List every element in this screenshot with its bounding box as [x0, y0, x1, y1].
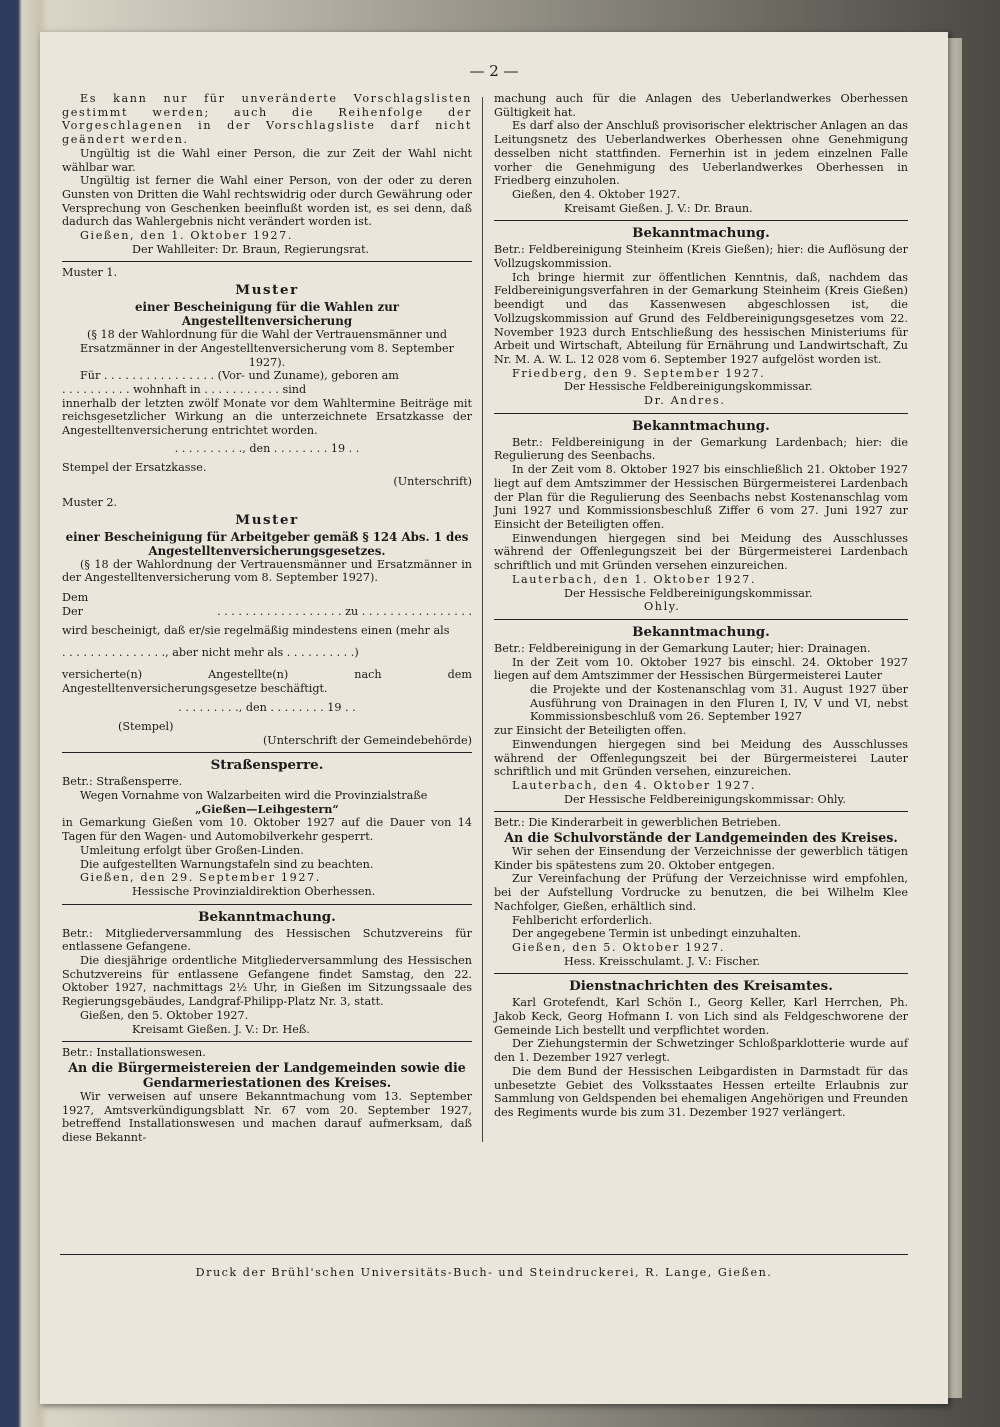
kinderarbeit-signature: Hess. Kreisschulamt. J. V.: Fischer. — [564, 954, 761, 968]
bekanntmachung-3-place-date: Lauterbach, den 1. Oktober 1927. — [512, 572, 757, 586]
bekanntmachung-3-signer: Ohly. — [644, 600, 681, 614]
bekanntmachung-4-place-date: Lauterbach, den 4. Oktober 1927. — [512, 778, 757, 792]
installation-betr: Betr.: Installationswesen. — [62, 1046, 206, 1060]
muster1-title: Muster — [235, 282, 299, 299]
muster1-text: innerhalb der letzten zwölf Monate vor dem Wahltermine Beiträge mit reichsgesetzlicher Wirkung an die unterzeichnete Ersatzkasse der Angestelltenversicherung entrichtet worden. — [62, 396, 472, 438]
muster2-zu-line: . . . . . . . . . . . . . . . . . . zu . . . . . . . . . . . . . . . . — [217, 604, 472, 618]
intro-place-date: Gießen, den 1. Oktober 1927. — [80, 229, 294, 243]
printer-imprint: Druck der Brühl'schen Universitäts-Buch- und Steindruckerei, R. Lange, Gießen. — [195, 1266, 773, 1279]
bekanntmachung-1-betr: Betr.: Mitgliederversammlung des Hessischen Schutzvereins für entlassene Gefangene. — [62, 926, 472, 954]
bekanntmachung-2-signature: Der Hessische Feldbereinigungskommissar. — [564, 380, 813, 394]
dienstnachrichten-text-2: Der Ziehungstermin der Schwetzinger Schloßparklotterie wurde auf den 1. Dezember 1927 verlegt. — [494, 1037, 908, 1065]
kinderarbeit-betr: Betr.: Die Kinderarbeit in gewerblichen Betrieben. — [494, 816, 782, 830]
section-rule — [62, 1041, 472, 1042]
strassensperre-place-date: Gießen, den 29. September 1927. — [80, 871, 321, 885]
strassensperre-text-2: in Gemarkung Gießen vom 10. Oktober 1927 auf die Dauer von 14 Tagen für den Wagen- und Automobilverkehr gesperrt. — [62, 816, 472, 844]
intro-paragraph-3: Ungültig ist ferner die Wahl einer Person, von der oder zu deren Gunsten von Dritten die Wahl rechtswidrig oder durch Gewährung oder Versprechung von Geschenken beeinflußt worden ist, es sei denn, daß dadurch das Wahlergebnis nicht verändert worden ist. — [62, 174, 472, 229]
dienstnachrichten-text-3: Die dem Bund der Hessischen Leibgardisten in Darmstadt für das unbesetzte Gebiet des Volksstaates Hessen erteilte Erlaubnis zur Sammlung von Geldspenden bei ehemaligen Angehörigen und Freunden des Regiments wurde bis zum 31. Dezember 1927 verlängert. — [494, 1064, 908, 1119]
bekanntmachung-2-title: Bekanntmachung. — [632, 225, 770, 242]
column-divider — [482, 97, 483, 1142]
muster2-line-a: wird bescheinigt, daß er/sie regelmäßig mindestens einen (mehr als — [62, 624, 450, 638]
intro-signature: Der Wahlleiter: Dr. Braun, Regierungsrat. — [132, 242, 370, 256]
muster1-signature-label: (Unterschrift) — [393, 475, 472, 489]
strassensperre-text-3: Umleitung erfolgt über Großen-Linden. — [80, 843, 304, 857]
bekanntmachung-1-signature: Kreisamt Gießen. J. V.: Dr. Heß. — [132, 1022, 310, 1036]
strassensperre-betr: Betr.: Straßensperre. — [62, 775, 183, 789]
bekanntmachung-2-betr: Betr.: Feldbereinigung Steinheim (Kreis Gießen); hier: die Auflösung der Vollzugskommission. — [494, 243, 908, 271]
muster1-reference: (§ 18 der Wahlordnung für die Wahl der Vertrauensmänner und Ersatzmänner in der Angestelltenversicherung vom 8. September 1927). — [80, 328, 454, 369]
muster1-line-name: Für . . . . . . . . . . . . . . . . (Vor- und Zuname), geboren am — [80, 369, 399, 383]
bekanntmachung-4-text-1: In der Zeit vom 10. Oktober 1927 bis einschl. 24. Oktober 1927 liegen auf dem Amtszimmer der Hessischen Bürgermeisterei Lauter — [494, 655, 908, 683]
muster2-line-b: . . . . . . . . . . . . . . ., aber nicht mehr als . . . . . . . . . .) — [62, 646, 359, 660]
installation-continued: machung auch für die Anlagen des Ueberlandwerkes Oberhessen Gültigkeit hat. — [494, 92, 908, 119]
bekanntmachung-2-place-date: Friedberg, den 9. September 1927. — [512, 366, 766, 380]
muster2-subtitle: einer Bescheinigung für Arbeitgeber gemäß § 124 Abs. 1 des Angestelltenversicherungsgesetzes. — [65, 529, 469, 558]
muster2-stamp-label: (Stempel) — [118, 719, 174, 733]
muster2-reference: (§ 18 der Wahlordnung der Vertrauensmänner und Ersatzmänner in der Angestelltenversicherung vom 8. September 1927). — [62, 557, 472, 585]
bekanntmachung-3-betr: Betr.: Feldbereinigung in der Gemarkung Lardenbach; hier: die Regulierung des Seenbachs. — [494, 435, 908, 463]
muster1-subtitle: einer Bescheinigung für die Wahlen zur Angestelltenversicherung — [135, 300, 399, 329]
muster2-dem: Dem — [62, 590, 89, 604]
bekanntmachung-1-title: Bekanntmachung. — [198, 908, 336, 925]
muster2-signature-label: (Unterschrift der Gemeindebehörde) — [262, 733, 472, 747]
kinderarbeit-title: An die Schulvorstände der Landgemeinden des Kreises. — [504, 830, 898, 846]
strassensperre-signature: Hessische Provinzialdirektion Oberhessen. — [132, 884, 376, 898]
bekanntmachung-4-signature: Der Hessische Feldbereinigungskommissar: Ohly. — [564, 792, 846, 806]
section-rule — [494, 619, 908, 620]
strassensperre-text-1: Wegen Vornahme von Walzarbeiten wird die Provinzialstraße — [80, 789, 428, 803]
muster1-stamp-label: Stempel der Ersatzkasse. — [62, 461, 207, 475]
dienstnachrichten-text-1: Karl Grotefendt, Karl Schön I., Georg Keller, Karl Herrchen, Ph. Jakob Keck, Georg Hofmann I. von Lich sind als Feldgeschworene der Gemeinde Lich bestellt und verpflichtet worden. — [494, 996, 908, 1037]
muster1-line-residence: . . . . . . . . . . wohnhaft in . . . . . . . . . . . sind — [62, 382, 307, 396]
document-page — [40, 32, 948, 1404]
section-rule — [494, 220, 908, 221]
strassensperre-title: Straßensperre. — [210, 757, 324, 774]
bekanntmachung-3-text: In der Zeit vom 8. Oktober 1927 bis einschließlich 21. Oktober 1927 liegt auf dem Amtszimmer der Hessischen Bürgermeisterei Lardenbach der Plan für die Regulierung des Seenbachs nebst Kostenanschlag vom Juni 1927 und Kommissionsbeschluß Ziffer 6 vom 27. Juni 1927 zur Einsicht der Beteiligten offen. — [494, 463, 908, 531]
section-rule — [494, 811, 908, 812]
installation-continued-2: Es darf also der Anschluß provisorischer elektrischer Anlagen an das Leitungsnetz des Ueberlandwerkes Oberhessen ohne Genehmigung desselben nicht stattfinden. Fernerhin ist in jedem einzelnen Falle vorher die Genehmigung des Ueberlandwerkes Oberhessen in Friedberg einzuholen. — [494, 119, 908, 188]
strassensperre-road: „Gießen—Leihgestern“ — [195, 801, 339, 816]
muster2-title: Muster — [235, 511, 299, 528]
bekanntmachung-3-signature: Der Hessische Feldbereinigungskommissar. — [564, 586, 813, 600]
bekanntmachung-3-text-2: Einwendungen hiergegen sind bei Meidung des Ausschlusses während der Offenlegungszeit bei der Bürgermeisterei Lardenbach schriftlich und mit Gründen versehen einzureichen. — [494, 531, 908, 573]
bekanntmachung-2-text: Ich bringe hiermit zur öffentlichen Kenntnis, daß, nachdem das Feldbereinigungsverfahren in der Gemarkung Steinheim (Kreis Gießen) beendigt und das Kassenwesen abgeschlossen ist, die Vollzugskommission auf Grund des Feldbereinigungsgesetzes vom 22. November 1923 durch Entschließung des hessischen Ministeriums für Arbeit und Wirtschaft, Abteilung für Ernährung und Landwirtschaft, Zu Nr. M. A. W. L. 12 028 vom 6. September 1927 aufgelöst worden ist. — [494, 270, 908, 366]
page-number: — 2 — — [469, 62, 519, 80]
section-rule — [494, 973, 908, 974]
installation-text: Wir verweisen auf unsere Bekanntmachung vom 13. September 1927, Amtsverkündigungsblatt Nr. 67 vom 20. September 1927, betreffend Installationswesen und machen darauf aufmerksam, daß diese Bekannt- — [62, 1089, 472, 1145]
footer-rule — [60, 1254, 908, 1255]
left-column — [62, 92, 472, 1145]
kinderarbeit-place-date: Gießen, den 5. Oktober 1927. — [512, 940, 726, 954]
muster2-line-c: versicherte(n) Angestellte(n) nach dem Angestelltenversicherungsgesetze beschäftigt. — [62, 667, 472, 695]
section-rule — [494, 413, 908, 414]
page-edge — [948, 38, 962, 1398]
installation-signature: Kreisamt Gießen. J. V.: Dr. Braun. — [564, 201, 753, 215]
bekanntmachung-2-signer: Dr. Andres. — [644, 394, 726, 408]
section-rule — [62, 904, 472, 905]
kinderarbeit-text-4: Der angegebene Termin ist unbedingt einzuhalten. — [512, 927, 802, 941]
bekanntmachung-4-betr: Betr.: Feldbereinigung in der Gemarkung Lauter; hier: Drainagen. — [494, 641, 871, 655]
bekanntmachung-4-text-3: zur Einsicht der Beteiligten offen. — [494, 724, 687, 738]
muster2-der: Der — [62, 604, 83, 618]
kinderarbeit-text-2: Zur Vereinfachung der Prüfung der Verzeichnisse wird empfohlen, bei der Aufstellung Vordrucke zu benutzen, die bei Wilhelm Klee Nachfolger, Gießen, erhältlich sind. — [494, 872, 908, 913]
bekanntmachung-4-text-4: Einwendungen hiergegen sind bei Meidung des Ausschlusses während der Offenlegungszeit bei der Bürgermeisterei Lauter schriftlich und mit Gründen versehen, einzureichen. — [494, 737, 908, 779]
section-rule — [62, 752, 472, 753]
muster2-label: Muster 2. — [62, 495, 118, 509]
bekanntmachung-4-title: Bekanntmachung. — [632, 623, 770, 640]
installation-title: An die Bürgermeistereien der Landgemeinden sowie die Gendarmeriestationen des Kreises. — [68, 1059, 466, 1090]
section-rule — [62, 261, 472, 262]
bekanntmachung-1-text: Die diesjährige ordentliche Mitgliederversammlung des Hessischen Schutzvereins für entlassene Gefangene findet Samstag, den 22. Oktober 1927, nachmittags 2½ Uhr, in Gießen im Sitzungssaale des Regierungsgebäudes, Landgraf-Philipp-Platz Nr. 3, statt. — [62, 954, 472, 1009]
dienstnachrichten-title: Dienstnachrichten des Kreisamtes. — [569, 978, 833, 995]
kinderarbeit-text-1: Wir sehen der Einsendung der Verzeichnisse der gewerblich tätigen Kinder bis spätestens zum 20. Oktober entgegen. — [494, 845, 908, 872]
installation-place-date: Gießen, den 4. Oktober 1927. — [512, 187, 681, 201]
bekanntmachung-1-place-date: Gießen, den 5. Oktober 1927. — [80, 1008, 249, 1022]
muster1-date-line: . . . . . . . . . ., den . . . . . . . . 19 . . — [174, 441, 360, 455]
bekanntmachung-3-title: Bekanntmachung. — [632, 417, 770, 434]
bekanntmachung-4-text-2: die Projekte und der Kostenanschlag vom 31. August 1927 über Ausführung von Drainagen in den Fluren I, IV, V und VI, nebst Kommissionsbeschluß vom 26. September 1927 — [530, 683, 908, 724]
kinderarbeit-text-3: Fehlbericht erforderlich. — [512, 913, 653, 927]
intro-paragraph-2: Ungültig ist die Wahl einer Person, die zur Zeit der Wahl nicht wählbar war. — [62, 146, 472, 174]
muster2-date-line: . . . . . . . . ., den . . . . . . . . 19 . . — [178, 701, 356, 715]
muster1-label: Muster 1. — [62, 266, 118, 280]
strassensperre-text-4: Die aufgestellten Warnungstafeln sind zu beachten. — [80, 857, 374, 871]
intro-paragraph-1: Es kann nur für unveränderte Vorschlagslisten gestimmt werden; auch die Reihenfolge der Vorgeschlagenen in der Vorschlagsliste darf nicht geändert werden. — [62, 92, 472, 147]
right-column — [494, 92, 908, 1120]
